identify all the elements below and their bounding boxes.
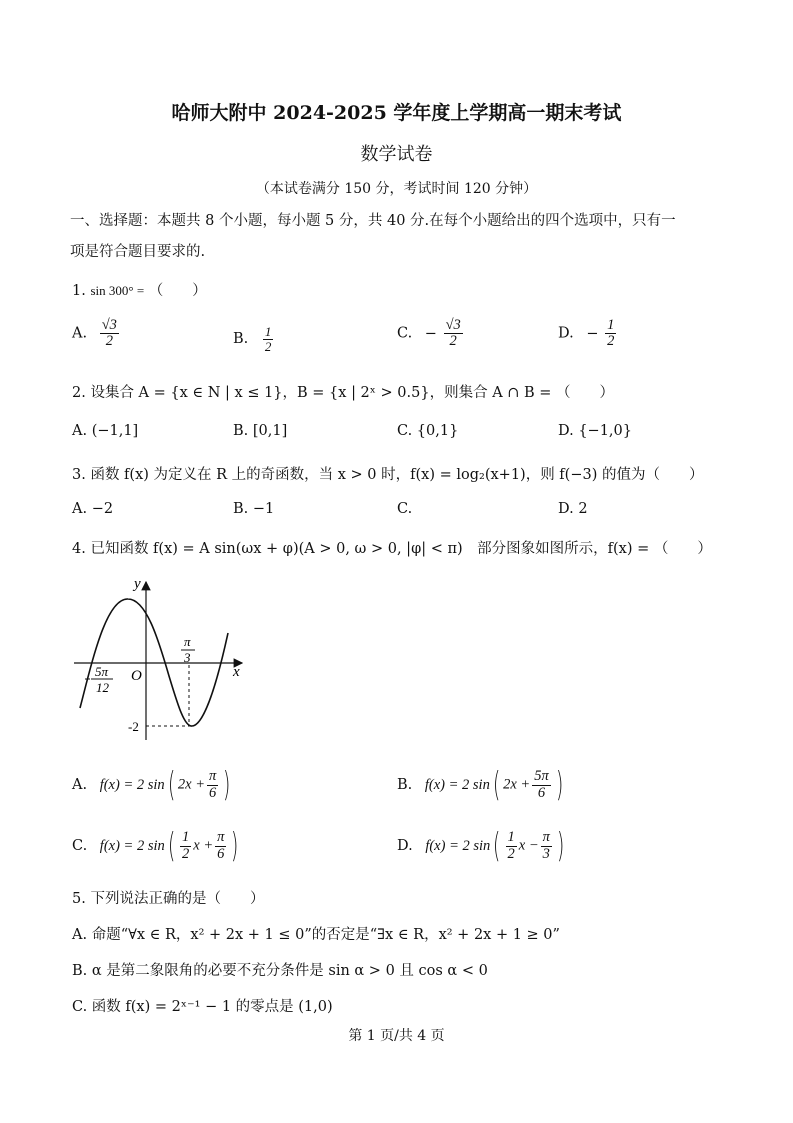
- question-5: 5. 下列说法正确的是（ ）: [72, 891, 265, 907]
- q4-sine-graph: [70, 572, 250, 744]
- function-inner: x +: [193, 837, 214, 854]
- fraction-denominator: 2: [507, 845, 515, 862]
- x-tick-right-denominator: 3: [184, 650, 191, 665]
- option-label: D.: [397, 838, 413, 854]
- coefficient-fraction: [506, 830, 517, 861]
- fraction-denominator: 2: [182, 845, 190, 862]
- option-label: C.: [72, 838, 88, 854]
- option-label: A.: [72, 325, 88, 342]
- q3-option-b[interactable]: B. −1: [233, 501, 275, 517]
- question-3: 3. 函数 f(x) 为定义在 R 上的奇函数，当 x > 0 时，f(x) = log₂(x+1)，则 f(−3) 的值为（ ）: [72, 467, 704, 483]
- origin-label: O: [131, 668, 142, 684]
- left-paren: (: [167, 765, 175, 805]
- q1-option-c[interactable]: [397, 318, 465, 349]
- question-1-number: 1.: [72, 283, 86, 299]
- fraction-numerator: 1: [507, 829, 515, 846]
- exam-title: 哈师大附中 2024-2025 学年度上学期高一期末考试: [171, 102, 622, 124]
- page-footer: 第 1 页/共 4 页: [348, 1028, 445, 1044]
- fraction-denominator: 2: [607, 333, 615, 350]
- q5-option-a[interactable]: A. 命题“∀x ∈ R，x² + 2x + 1 ≤ 0”的否定是“∃x ∈ R，x² + 2x + 1 ≥ 0”: [72, 927, 560, 943]
- q4-option-a[interactable]: [72, 765, 234, 805]
- function-inner: 2x +: [177, 776, 206, 793]
- q5-option-c[interactable]: C. 函数 f(x) = 2ˣ⁻¹ − 1 的零点是 (1,0): [72, 999, 333, 1015]
- section-heading-line2: 项是符合题目要求的.: [70, 244, 206, 260]
- q4-option-c[interactable]: [72, 826, 242, 866]
- x-axis-label: x: [233, 664, 240, 680]
- left-paren: (: [492, 765, 501, 805]
- y-tick-label: -2: [128, 719, 139, 734]
- exam-note: （本试卷满分 150 分，考试时间 120 分钟）: [255, 181, 538, 197]
- q2-option-b[interactable]: B. [0,1]: [233, 423, 288, 439]
- function-prefix: f(x) = 2 sin: [99, 837, 165, 854]
- minus-sign: −: [586, 325, 599, 342]
- fraction-denominator: 3: [542, 845, 550, 862]
- left-paren: (: [167, 826, 176, 866]
- section-heading-line1: 一、选择题：本题共 8 个小题，每小题 5 分，共 40 分.在每个小题给出的四个选项中，只有一: [70, 213, 676, 229]
- minus-sign: −: [424, 325, 437, 342]
- right-paren: ): [223, 765, 231, 805]
- question-1-expression: sin 300° =: [90, 283, 145, 298]
- fraction-denominator: 6: [217, 845, 225, 862]
- exam-subtitle: 数学试卷: [360, 144, 433, 165]
- q1-option-b[interactable]: [233, 325, 275, 353]
- coefficient-fraction: [180, 830, 191, 861]
- fraction-numerator: 5π: [534, 768, 549, 785]
- fraction-numerator: π: [217, 829, 225, 846]
- function-prefix: f(x) = 2 sin: [424, 776, 490, 793]
- fraction: [532, 769, 551, 800]
- q3-option-d[interactable]: D. 2: [558, 501, 588, 517]
- fraction-numerator: 1: [607, 317, 615, 333]
- fraction-denominator: 2: [449, 333, 457, 350]
- fraction-denominator: 2: [105, 333, 113, 350]
- fraction: [207, 769, 218, 800]
- q2-option-c[interactable]: C. {0,1}: [397, 423, 459, 439]
- fraction-denominator: 6: [537, 784, 546, 801]
- function-prefix: f(x) = 2 sin: [99, 776, 165, 793]
- fraction-numerator: √3: [101, 317, 117, 333]
- q5-option-b[interactable]: B. α 是第二象限角的必要不充分条件是 sin α > 0 且 cos α < 0: [72, 963, 488, 979]
- q3-option-c[interactable]: C.: [397, 501, 413, 517]
- fraction-denominator: 6: [209, 784, 217, 801]
- fraction: [605, 318, 616, 349]
- fraction-numerator: 1: [182, 829, 190, 846]
- question-4: 4. 已知函数 f(x) = A sin(ωx + φ)(A > 0, ω > 0, |φ| < π) 部分图象如图所示，f(x) = （ ）: [72, 541, 712, 557]
- function-prefix: f(x) = 2 sin: [425, 837, 491, 854]
- question-2: 2. 设集合 A = {x ∈ N | x ≤ 1}，B = {x | 2ˣ > 0.5}，则集合 A ∩ B = （ ）: [72, 385, 615, 401]
- x-tick-right-numerator: π: [184, 634, 191, 649]
- fraction: [215, 830, 226, 861]
- right-paren: ): [231, 826, 239, 866]
- q2-option-d[interactable]: D. {−1,0}: [558, 423, 632, 439]
- fraction-numerator: 1: [264, 324, 272, 339]
- x-tick-left-denominator: 12: [96, 680, 109, 695]
- function-inner: x −: [518, 837, 539, 854]
- option-label: A.: [72, 777, 88, 793]
- option-label: D.: [558, 325, 574, 342]
- fraction: [263, 325, 274, 353]
- x-tick-left-numerator: 5π: [95, 664, 109, 679]
- question-1-blank: （ ）: [148, 283, 207, 299]
- left-paren: (: [493, 826, 501, 866]
- option-label: B.: [397, 777, 413, 793]
- option-label: B.: [233, 331, 249, 348]
- fraction-denominator: 2: [264, 338, 272, 354]
- right-paren: ): [556, 826, 565, 866]
- q2-option-a[interactable]: A. (−1,1]: [72, 423, 139, 439]
- y-axis-label: y: [134, 576, 141, 592]
- q1-option-d[interactable]: [558, 318, 618, 349]
- fraction-numerator: √3: [445, 317, 461, 333]
- q4-option-d[interactable]: [397, 826, 567, 866]
- q3-option-a[interactable]: A. −2: [72, 501, 114, 517]
- right-paren: ): [555, 765, 563, 805]
- option-label: C.: [397, 325, 413, 342]
- q1-option-a[interactable]: [72, 318, 121, 349]
- function-inner: 2x +: [503, 776, 531, 793]
- question-1: [72, 279, 207, 300]
- fraction-numerator: π: [209, 768, 217, 785]
- fraction: [541, 830, 552, 861]
- fraction: [100, 318, 119, 349]
- fraction: [444, 318, 463, 349]
- q4-option-b[interactable]: [397, 765, 566, 805]
- fraction-numerator: π: [542, 829, 550, 846]
